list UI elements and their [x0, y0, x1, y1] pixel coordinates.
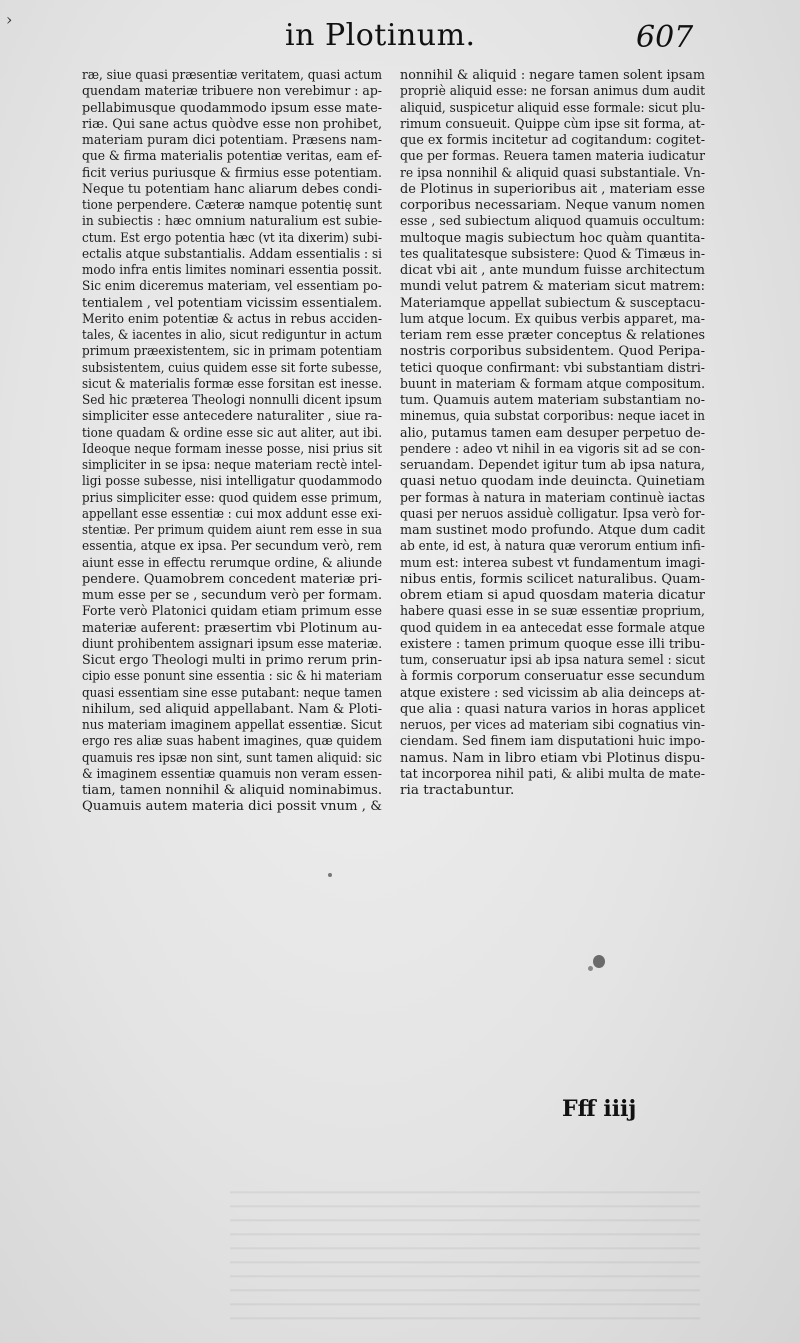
text-line: corporibus necessariam. Neque vanum nomen — [400, 197, 705, 212]
text-line: tentialem , vel potentiam vicissim essentialem. — [82, 294, 383, 310]
text-line: ectalis atque substantialis. Addam essentialis : si — [82, 245, 382, 261]
text-line: prius simpliciter esse: quod quidem esse primum, — [82, 489, 382, 505]
text-line: Sic enim diceremus materiam, vel essentiam po- — [82, 278, 382, 294]
signature-mark: Fff iiij — [562, 1096, 637, 1122]
text-line: appellant esse essentiæ : cui mox addunt esse exi- — [82, 505, 382, 521]
text-line: neruos, per vices ad materiam sibi cognatius vin- — [400, 717, 705, 732]
text-line: in subiectis : hæc omnium naturalium est subie- — [82, 213, 382, 229]
text-line: pendere : adeo vt nihil in ea vigoris sit ad se con- — [400, 440, 705, 456]
show-through-bleed — [230, 1180, 700, 1320]
text-line: riæ. Qui sane actus quòdve esse non prohibet, — [82, 115, 382, 131]
text-line: quendam materiæ tribuere non verebimur : ap- — [82, 83, 382, 99]
text-line: ræ, siue quasi præsentiæ veritatem, quasi actum — [82, 67, 382, 82]
text-line: stentiæ. Per primum quidem aiunt rem esse in sua — [82, 522, 382, 537]
text-line: buunt in materiam & formam atque compositum. — [400, 375, 705, 391]
text-line: de Plotinus in superioribus ait , materiam esse — [400, 180, 705, 196]
text-line: mundi velut patrem & materiam sicut matrem: — [400, 278, 705, 294]
text-line: simpliciter esse antecedere naturaliter , siue ra- — [82, 408, 382, 424]
text-line: à formis corporum conseruatur esse secundum — [400, 668, 705, 684]
text-line: mum esse per se , secundum verò per formam. — [82, 587, 382, 602]
text-line: subsistentem, cuius quidem esse sit forte subesse, — [82, 359, 382, 375]
text-line: pellabimusque quodammodo ipsum esse mate- — [82, 99, 382, 115]
text-line: atque existere : sed vicissim ab alia deinceps at- — [400, 684, 705, 700]
text-line: nus materiam imaginem appellat essentiæ. Sicut — [82, 717, 382, 732]
text-line: tales, & iacentes in alio, sicut rediguntur in actum — [82, 327, 382, 342]
text-line: Merito enim potentiæ & actus in rebus acciden- — [82, 310, 382, 326]
text-line: tum, conseruatur ipsi ab ipsa natura semel : sicut — [400, 652, 705, 667]
text-line: Forte verò Platonici quidam etiam primum esse — [82, 603, 382, 619]
text-line: propriè aliquid esse: ne forsan animus dum audit — [400, 83, 705, 99]
text-line: quasi per neruos assiduè colligatur. Ipsa verò for- — [400, 505, 705, 521]
text-line: Sicut ergo Theologi multi in primo rerum prin- — [82, 652, 382, 667]
text-line: ficit verius puriusque & firmius esse potentiam. — [82, 164, 382, 180]
text-line: quasi essentiam sine esse putabant: neque tamen — [82, 684, 382, 700]
text-line: tiam, tamen nonnihil & aliquid nominabimus. — [82, 782, 382, 797]
page-number: 607 — [636, 20, 694, 55]
text-line: primum præexistentem, sic in primam potentiam — [82, 343, 382, 359]
text-line: tat incorporea nihil pati, & alibi multa de mate- — [400, 765, 705, 781]
ink-spot — [593, 955, 605, 968]
text-line: & imaginem essentiæ quamuis non veram essen- — [82, 765, 382, 781]
text-line: rimum consueuit. Quippe cùm ipse sit forma, at- — [400, 115, 705, 131]
text-line: que & firma materialis potentiæ veritas, eam ef- — [82, 148, 382, 164]
text-line: que per formas. Reuera tamen materia iudicatur — [400, 148, 705, 164]
text-line: mam sustinet modo profundo. Atque dum cadit — [400, 522, 705, 537]
text-line: tum. Quamuis autem materiam substantiam no- — [400, 392, 705, 407]
text-line: ab ente, id est, à natura quæ verorum entium infi- — [400, 538, 705, 554]
text-line: Materiamque appellat subiectum & susceptacu- — [400, 294, 705, 310]
text-line: tes qualitatesque subsistere: Quod & Timæus in- — [400, 245, 705, 261]
text-line: mum est: interea subest vt fundamentum imagi- — [400, 554, 705, 570]
text-line: re ipsa nonnihil & aliquid quasi substantiale. Vn- — [400, 164, 705, 180]
text-line: ria tractabuntur. — [400, 782, 515, 797]
text-line: quod quidem in ea antecedat esse formale atque — [400, 619, 705, 635]
text-line: Neque tu potentiam hanc aliarum debes condi- — [82, 180, 382, 196]
text-line: minemus, quia substat corporibus: neque iacet in — [400, 408, 705, 424]
text-line: diunt prohibentem assignari ipsum esse materiæ. — [82, 635, 382, 651]
text-line: teriam rem esse præter conceptus & relationes — [400, 327, 705, 342]
text-line: nostris corporibus subsidentem. Quod Peripa- — [400, 343, 705, 359]
text-line: materiam puram dici potentiam. Præsens nam- — [82, 132, 382, 147]
text-line: dicat vbi ait , ante mundum fuisse architectum — [400, 262, 705, 277]
ink-spot — [328, 873, 332, 877]
text-line: seruandam. Dependet igitur tum ab ipsa natura, — [400, 457, 705, 472]
text-line: cipio esse ponunt sine essentia : sic & hi materiam — [82, 668, 382, 684]
text-line: tetici quoque confirmant: vbi substantiam distri- — [400, 359, 705, 375]
text-line: modo infra entis limites nominari essentia possit. — [82, 262, 382, 277]
text-line: sicut & materialis formæ esse forsitan est inesse. — [82, 375, 382, 391]
text-line: que ex formis incitetur ad cogitandum: cogitet- — [400, 132, 705, 147]
text-line: quasi netuo quodam inde deuincta. Quinetiam — [400, 473, 705, 489]
text-line: habere quasi esse in se suæ essentiæ proprium, — [400, 603, 705, 619]
text-line: multoque magis subiectum hoc quàm quantita- — [400, 229, 705, 245]
text-line: pendere. Quamobrem concedent materiæ pri- — [82, 570, 382, 586]
text-line: essentia, atque ex ipsa. Per secundum verò, rem — [82, 538, 382, 554]
text-line: per formas à natura in materiam continuè iactas — [400, 489, 705, 505]
corner-mark: › — [6, 10, 13, 29]
text-line: namus. Nam in libro etiam vbi Plotinus dispu- — [400, 749, 705, 765]
left-text-column — [82, 67, 382, 815]
ink-spot — [588, 966, 593, 971]
text-line: que alia : quasi natura varios in horas applicet — [400, 700, 705, 716]
text-line: nonnihil & aliquid : negare tamen solent ipsam — [400, 67, 705, 82]
text-line: ligi posse subesse, nisi intelligatur quodammodo — [82, 473, 382, 489]
right-text-column — [400, 67, 705, 798]
text-line: tione perpendere. Cæteræ namque potentię sunt — [82, 197, 382, 212]
text-line: simpliciter in se ipsa: neque materiam rectè intel- — [82, 457, 382, 472]
text-line: ctum. Est ergo potentia hæc (vt ita dixerim) subi- — [82, 229, 382, 245]
text-line: nihilum, sed aliquid appellabant. Nam & Ploti- — [82, 700, 382, 716]
text-line: ciendam. Sed finem iam disputationi huic impo- — [400, 733, 705, 749]
text-line: aiunt esse in effectu rerumque ordine, & aliunde — [82, 554, 382, 570]
text-line: quamuis res ipsæ non sint, sunt tamen aliquid: sic — [82, 749, 382, 765]
text-line: esse , sed subiectum aliquod quamuis occultum: — [400, 213, 705, 229]
text-line: Sed hic præterea Theologi nonnulli dicent ipsum — [82, 392, 382, 407]
text-line: materiæ auferent: præsertim vbi Plotinum au- — [82, 619, 382, 635]
text-line: lum atque locum. Ex quibus verbis apparet, ma- — [400, 310, 705, 326]
text-line: aliquid, suspicetur aliquid esse formale: sicut plu- — [400, 99, 705, 115]
text-line: Quamuis autem materia dici possit vnum , & — [82, 798, 382, 814]
text-line: ergo res aliæ suas habent imagines, quæ quidem — [82, 733, 382, 749]
text-line: obrem etiam si apud quosdam materia dicatur — [400, 587, 705, 602]
text-line: alio, putamus tamen eam desuper perpetuo de- — [400, 424, 705, 440]
text-line: tione quadam & ordine esse sic aut aliter, aut ibi. — [82, 424, 382, 440]
text-line: existere : tamen primum quoque esse illi tribu- — [400, 635, 705, 651]
text-line: nibus entis, formis scilicet naturalibus. Quam- — [400, 570, 705, 586]
running-head: in Plotinum. — [285, 18, 476, 53]
text-line: Ideoque neque formam inesse posse, nisi prius sit — [82, 440, 382, 456]
